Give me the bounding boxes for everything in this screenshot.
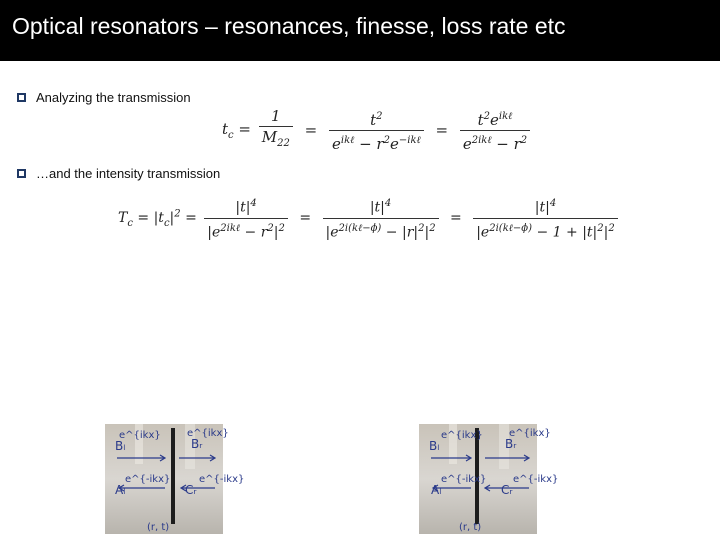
photo-label: e^{-ikx} (513, 474, 559, 485)
fraction-numerator: $|t|^4$ (204, 194, 288, 219)
photo-label: Bᵣ (191, 437, 203, 451)
whiteboard-photo-left (105, 424, 245, 534)
equation-fraction (259, 106, 293, 154)
photo-label: e^{-ikx} (199, 474, 245, 485)
fraction-denominator: $|e^{2i(k\ell-\phi)} - 1 + |t|^2|^2$ (476, 222, 615, 241)
fraction-numerator: $|t|^4$ (473, 194, 618, 219)
photo-label: e^{ikx} (441, 430, 483, 441)
equation-fraction (460, 107, 530, 154)
equation-lhs: $t_c$ = (222, 119, 251, 141)
photo-label: Bₗ (429, 439, 440, 453)
equals-sign: = (299, 210, 312, 227)
photo-label: (r, t) (147, 522, 170, 533)
equation-fraction (473, 194, 618, 242)
mirror-bar (171, 428, 175, 524)
equals-sign: = (435, 121, 449, 139)
fraction-denominator: $|e^{2ik\ell} - r^2|^2$ (207, 222, 285, 241)
whiteboard-photo-right (419, 424, 559, 534)
photo-label: Aₗ (431, 483, 442, 497)
fraction-numerator: 1 (259, 106, 293, 127)
checkbox-bullet-icon (17, 93, 26, 102)
photo-label: Cᵣ (185, 483, 197, 497)
photo-label: Bᵣ (505, 437, 517, 451)
whiteboard-sketch (105, 424, 245, 534)
photo-label: e^{ikx} (509, 428, 551, 439)
fraction-numerator: $t^2e^{ik\ell}$ (460, 107, 530, 131)
photo-label: e^{ikx} (119, 430, 161, 441)
bullet-intensity-transmission (17, 166, 220, 181)
equation-intensity-transmission (118, 194, 621, 242)
bullet-analyzing-transmission (17, 90, 191, 105)
photo-label: e^{ikx} (187, 428, 229, 439)
photo-label: e^{-ikx} (125, 474, 171, 485)
equation-fraction (323, 194, 439, 242)
fraction-denominator: $M_{22}$ (261, 128, 290, 149)
photo-label: Cᵣ (501, 483, 513, 497)
fraction-numerator: $|t|^4$ (323, 194, 439, 219)
bullet-text: Analyzing the transmission (36, 90, 191, 105)
title-bar (0, 0, 720, 61)
fraction-denominator: $|e^{2i(k\ell-\phi)} - |r|^2|^2$ (325, 222, 436, 241)
photo-label: Bₗ (115, 439, 126, 453)
equation-fraction (329, 107, 424, 154)
equals-sign: = (304, 121, 318, 139)
equation-amplitude-transmission (222, 106, 533, 154)
fraction-denominator: $e^{2ik\ell} - r^2$ (462, 134, 528, 153)
equation-lhs: $T_c = |t_c|^2$ = (118, 207, 197, 229)
equation-fraction (204, 194, 288, 242)
equals-sign: = (450, 210, 462, 227)
fraction-numerator: $t^2$ (329, 107, 424, 131)
whiteboard-sketch (419, 424, 559, 534)
photo-label: e^{-ikx} (441, 474, 487, 485)
slide-title: Optical resonators – resonances, finesse, loss rate etc (12, 13, 566, 39)
bullet-text: …and the intensity transmission (36, 166, 221, 181)
fraction-denominator: $e^{ik\ell} - r^2e^{-ik\ell}$ (332, 134, 421, 153)
checkbox-bullet-icon (17, 169, 26, 178)
photo-label: Aₗ (115, 483, 126, 497)
photo-label: (r, t) (459, 522, 482, 533)
